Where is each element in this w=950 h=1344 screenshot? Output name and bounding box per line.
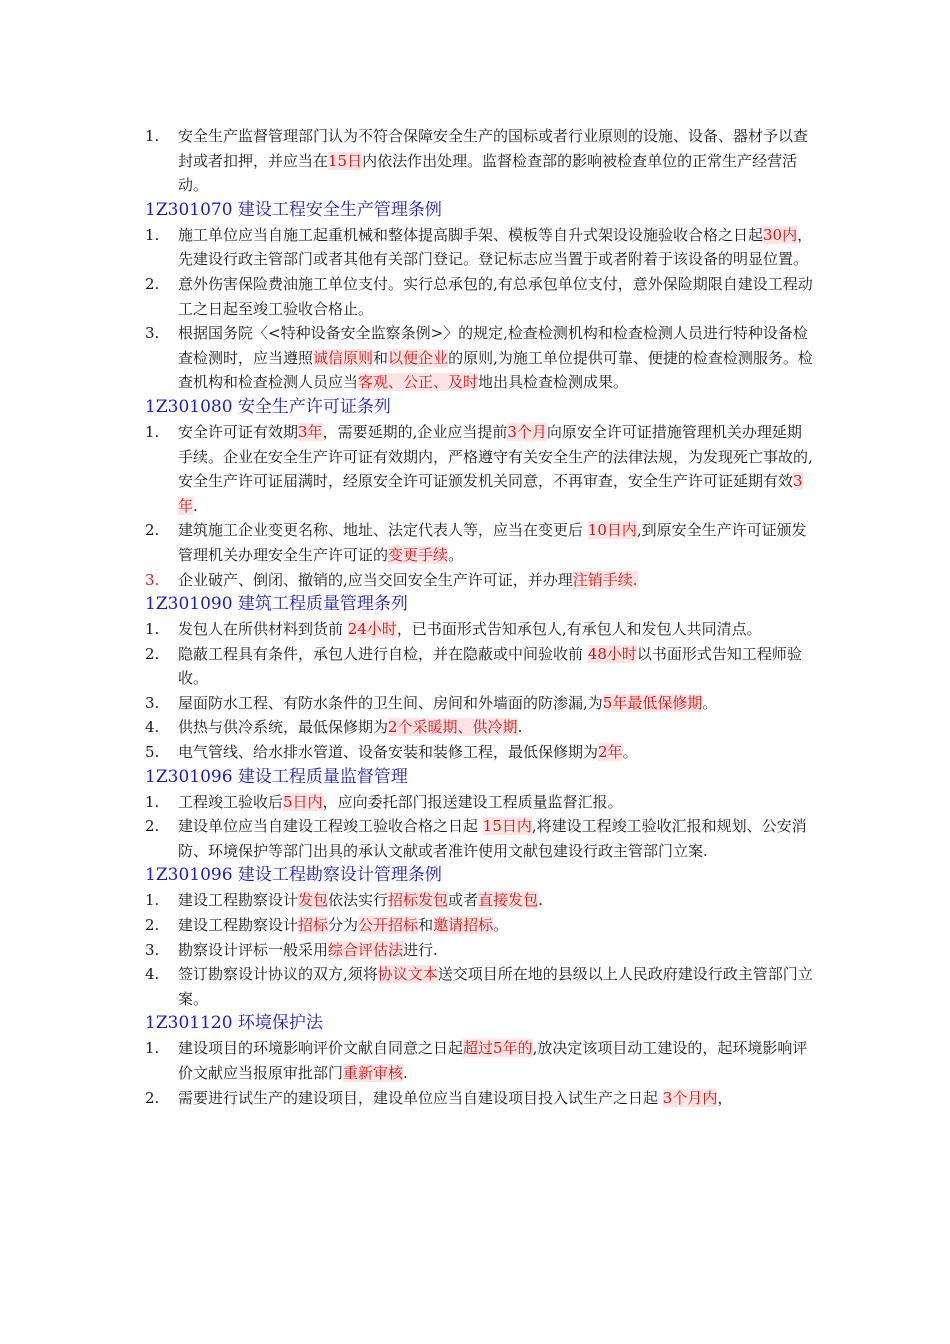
item-text: ，已书面形式告知承包人,有承包人和发包人共同清点。: [396, 620, 762, 639]
item-text: 建设工程勘察设计: [178, 891, 299, 910]
item-text: 根据国务院〈<特种设备安全监察条例>〉的规定,检查检测机构和检查检测人员进行特种设备检查检测时，应当遵照: [178, 324, 808, 367]
item-text: ,放决定该项目动工建设的，起环境影响评价文献应当报原审批部门: [178, 1039, 808, 1082]
list-item: [145, 715, 815, 740]
item-text: 。: [622, 743, 638, 762]
item-text: 建筑施工企业变更名称、地址、法定代表人等，应当在变更后: [178, 521, 588, 540]
highlighted-text: 邀请招标: [433, 916, 494, 935]
section-heading: 1Z301096 建设工程质量监督管理: [145, 766, 408, 787]
item-text: .: [538, 891, 543, 910]
list-item: [145, 814, 815, 863]
item-text: 和: [373, 348, 389, 367]
item-number: 4.: [145, 718, 160, 737]
highlighted-text: 重新审核: [343, 1064, 404, 1082]
section-heading: 1Z301090 建筑工程质量管理条列: [145, 594, 408, 615]
item-number: 3.: [145, 940, 160, 959]
item-number: 1.: [145, 1039, 160, 1058]
item-text: 送交项目所在地的县级以上人民政府建设行政主管部门立案。: [178, 965, 813, 1008]
item-text: 安全许可证有效期: [178, 422, 299, 441]
item-text: 工程竣工验收后: [178, 792, 284, 811]
item-text: 。: [493, 916, 509, 935]
item-number: 2.: [145, 1088, 160, 1107]
item-text: ,到原安全生产许可证颁发管理机关办理安全生产许可证的: [178, 521, 807, 564]
item-text: 。: [702, 693, 718, 712]
item-text: ,将建设工程竣工验收汇报和规划、公安消防、环境保护等部门出具的承认文献或者准许使用文献包建设行政主管部门立案.: [178, 817, 807, 860]
highlighted-text: 发包: [298, 891, 329, 910]
item-number: 2.: [145, 916, 160, 935]
item-text: 发包人在所供材料到货前: [178, 620, 348, 639]
highlighted-text: 变更手续: [388, 545, 449, 564]
section-heading: 1Z301070 建设工程安全生产管理条例: [145, 199, 442, 220]
highlighted-text: 3年: [298, 422, 323, 441]
highlighted-text: 招标发包: [388, 891, 449, 910]
highlighted-text: 协议文本: [377, 965, 438, 984]
item-number: 2.: [145, 274, 160, 293]
highlighted-text: 公开招标: [358, 916, 419, 935]
document-body: [145, 124, 815, 1110]
item-number: 4.: [145, 965, 160, 984]
item-number: 1.: [145, 792, 160, 811]
list-item: [145, 223, 815, 272]
item-text: 需要进行试生产的建设项目，建设单位应当自建设项目投入试生产之日起: [178, 1088, 663, 1107]
item-text: 建设工程勘察设计: [178, 916, 299, 935]
highlighted-text: 注销手续.: [572, 570, 638, 589]
highlighted-text: 10日内: [587, 521, 637, 540]
list-item: [145, 518, 815, 567]
item-text: 企业破产、倒闭、撤销的,应当交回安全生产许可证，并办理: [178, 570, 573, 589]
item-text: 意外伤害保险费油施工单位支付。实行总承包的,有总承包单位支付，意外保险期限自建设工程动工之日起至竣工验收合格止。: [178, 274, 813, 318]
item-number: 5.: [145, 743, 160, 762]
section-heading: 1Z301120 环境保护法: [145, 1013, 323, 1034]
item-number: 3.: [145, 693, 160, 712]
list-item: [145, 740, 815, 765]
item-text: ，先建设行政主管部门或者其他有关部门登记。登记标志应当置于或者附着于该设备的明显位置。: [178, 225, 813, 269]
item-text: 内依法作出处理。监督检查部的影响被检查单位的正常生产经营活动。: [178, 151, 798, 195]
highlighted-text: 30内: [763, 225, 798, 244]
item-text: 建设单位应当自建设工程竣工验收合格之日起: [178, 817, 483, 836]
item-text: 电气管线、给水排水管道、设备安装和装修工程，最低保修期为: [178, 743, 599, 762]
highlighted-text: 超过5年的: [463, 1039, 533, 1058]
item-text: 安全生产监督管理部门认为不符合保障安全生产的国标或者行业原则的设施、设备、器材予以查封或者扣押，并应当在: [178, 127, 809, 170]
item-text: 分为: [328, 916, 359, 935]
list-item: [145, 962, 815, 1011]
list-item: [145, 124, 815, 198]
item-number: 3.: [145, 570, 160, 589]
section-heading: 1Z301080 安全生产许可证条列: [145, 396, 391, 417]
highlighted-text: 客观、公正、及时: [358, 373, 479, 392]
item-text: 建设项目的环境影响评价文献自同意之日起: [178, 1039, 464, 1058]
highlighted-text: 2个采暖期、供冷期: [388, 718, 518, 737]
list-item: [145, 1086, 815, 1111]
item-text: 进行.: [403, 940, 438, 959]
item-number: 1.: [145, 127, 160, 145]
item-text: 的原则,为施工单位提供可靠、便捷的检查检测服务。检查机构和检查检测人员应当: [178, 348, 813, 392]
item-text: 隐蔽工程具有条件，承包人进行自检，并在隐蔽或中间验收前: [178, 644, 588, 663]
list-item: [145, 420, 815, 518]
list-item: [145, 642, 815, 691]
item-text: 施工单位应当自施工起重机械和整体提高脚手架、模板等自升式架设设施验收合格之日起: [178, 225, 764, 244]
item-text: 向原安全许可证措施管理机关办理延期手续。企业在安全生产许可证有效期内，严格遵守有关安全生产的法律法规，为发现死亡事故的,安全生产许可证届满时，经原安全许可证颁发机关同意，不再审查，安全生产许可证延期有效: [178, 422, 813, 491]
item-text: 签订勘察设计协议的双方,须将: [178, 965, 378, 984]
item-number: 1.: [145, 620, 160, 639]
item-number: 1.: [145, 422, 160, 441]
item-number: 2.: [145, 521, 160, 540]
item-number: 3.: [145, 324, 160, 343]
item-number: 1.: [145, 891, 160, 910]
highlighted-text: 15日: [328, 151, 363, 170]
highlighted-text: 以便企业: [388, 348, 449, 367]
highlighted-text: 招标: [298, 916, 329, 935]
item-text: 供热与供冷系统，最低保修期为: [178, 718, 389, 737]
item-text: 。: [448, 545, 464, 564]
item-text: .: [403, 1064, 408, 1082]
highlighted-text: 诚信原则: [313, 348, 374, 367]
item-text: 勘察设计评标一般采用: [178, 940, 329, 959]
item-text: .: [517, 718, 523, 737]
highlighted-text: 2年: [598, 743, 623, 762]
highlighted-text: 直接发包: [478, 891, 539, 910]
item-text: 或者: [448, 891, 479, 910]
highlighted-text: 3个月: [507, 422, 547, 441]
list-item: [145, 691, 815, 716]
list-item: [145, 888, 815, 913]
list-item: [145, 617, 815, 642]
highlighted-text: 15日内: [482, 817, 532, 836]
list-item: [145, 913, 815, 938]
highlighted-text: 24小时: [347, 620, 397, 639]
highlighted-text: 5日内: [283, 792, 323, 811]
item-text: ，: [717, 1088, 733, 1107]
list-item: [145, 1036, 815, 1085]
list-item: [145, 272, 815, 321]
item-text: 地出具检查检测成果。: [478, 373, 629, 392]
item-text: 以书面形式告知工程师验收。: [178, 644, 802, 688]
list-item: [145, 568, 815, 593]
highlighted-text: 综合评估法: [328, 940, 404, 959]
item-text: 屋面防水工程、有防水条件的卫生间、房间和外墙面的防渗漏,为: [178, 693, 603, 712]
list-item: [145, 938, 815, 963]
section-heading: 1Z301096 建设工程勘察设计管理条例: [145, 865, 442, 886]
item-number: 2.: [145, 817, 160, 836]
item-text: ，应向委托部门报送建设工程质量监督汇报。: [322, 792, 623, 811]
item-number: 1.: [145, 225, 160, 244]
highlighted-text: 48小时: [587, 644, 637, 663]
item-text: .: [193, 496, 198, 515]
item-number: 2.: [145, 644, 160, 663]
highlighted-text: 5年最低保修期: [602, 693, 703, 712]
list-item: [145, 790, 815, 815]
highlighted-text: 3个月内: [662, 1088, 718, 1107]
item-text: ，需要延期的,企业应当提前: [322, 422, 508, 441]
item-text: 依法实行: [328, 891, 389, 910]
item-text: 和: [418, 916, 434, 935]
highlighted-text: 3年: [178, 472, 803, 515]
list-item: [145, 321, 815, 395]
